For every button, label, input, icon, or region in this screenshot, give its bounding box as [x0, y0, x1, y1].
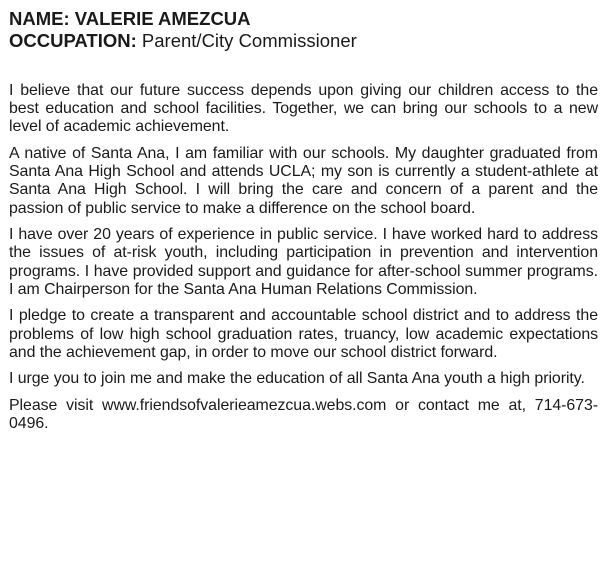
statement-paragraph: I have over 20 years of experience in public service. I have worked hard to address the issues of at-risk youth, including participation in prevention and intervention programs. I have provided support and guidance for after-school summer programs. I am Chairperson for the Santa Ana Human Relations Commission. — [9, 226, 598, 298]
name-label: NAME: — [9, 8, 70, 29]
candidate-occupation-line — [9, 30, 598, 52]
occupation-label: OCCUPATION: — [9, 30, 137, 51]
candidate-name-line — [9, 8, 598, 30]
statement-paragraph: I urge you to join me and make the education of all Santa Ana youth a high priority. — [9, 370, 585, 388]
statement-paragraph: I believe that our future success depends upon giving our children access to the best education and school facilities. Together, we can bring our schools to a new level of academic achievement. — [9, 82, 598, 136]
statement-paragraph: I pledge to create a transparent and accountable school district and to address the problems of low high school graduation rates, truancy, low academic expectations and the achievement gap, in order to move our school district forward. — [9, 307, 598, 361]
candidate-name: VALERIE AMEZCUA — [74, 8, 251, 29]
candidate-occupation: Parent/City Commissioner — [141, 30, 357, 51]
statement-body — [9, 82, 598, 433]
statement-paragraph: A native of Santa Ana, I am familiar with our schools. My daughter graduated from Santa Ana High School and attends UCLA; my son is currently a student-athlete at Santa Ana High School. I will bring the care and concern of a parent and the passion of public service to make a difference on the school board. — [9, 145, 598, 217]
statement-paragraph: Please visit www.friendsofvalerieamezcua.webs.com or contact me at, 714-673-0496. — [9, 397, 598, 433]
candidate-header — [9, 8, 598, 52]
